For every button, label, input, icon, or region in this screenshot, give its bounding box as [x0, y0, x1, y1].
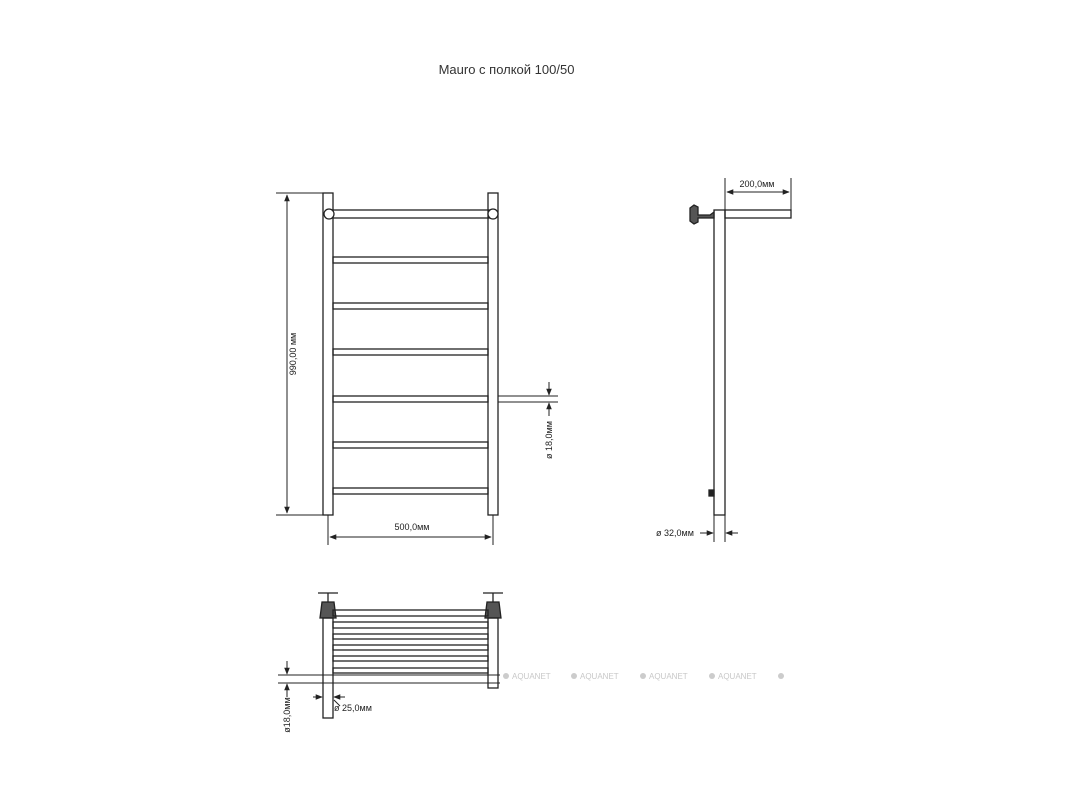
drawing-title: Mauro с полкой 100/50 [438, 62, 575, 77]
mount-diameter-label: ø 25,0мм [334, 703, 372, 713]
bottom-rail-label: ø18,0мм [282, 697, 292, 733]
depth-label: 200,0мм [739, 179, 775, 189]
rail-diameter-label: ø 18,0мм [544, 421, 554, 459]
side-shelf [725, 210, 791, 218]
watermark-2: AQUANET [580, 672, 619, 681]
right-post [488, 193, 498, 515]
top-view [278, 593, 503, 718]
front-view [323, 193, 558, 515]
shelf-right-end [488, 209, 498, 219]
watermark-4: AQUANET [718, 672, 757, 681]
top-mount-left [318, 593, 338, 618]
height-dimension [276, 193, 323, 515]
left-post [323, 193, 333, 515]
side-pipe [714, 210, 725, 515]
watermark-3: AQUANET [649, 672, 688, 681]
wall-mount [690, 205, 714, 224]
watermarks [503, 672, 784, 681]
height-label: 990,00 мм [288, 332, 298, 376]
shelf-bar [331, 210, 491, 218]
top-mount-right [483, 593, 503, 618]
pipe-diameter-label: ø 32,0мм [656, 528, 694, 538]
pipe-diameter-dimension [700, 515, 738, 542]
shelf-left-end [324, 209, 334, 219]
watermark-1: AQUANET [512, 672, 551, 681]
rungs [333, 257, 488, 494]
width-label: 500,0мм [394, 522, 430, 532]
side-view [690, 205, 791, 515]
